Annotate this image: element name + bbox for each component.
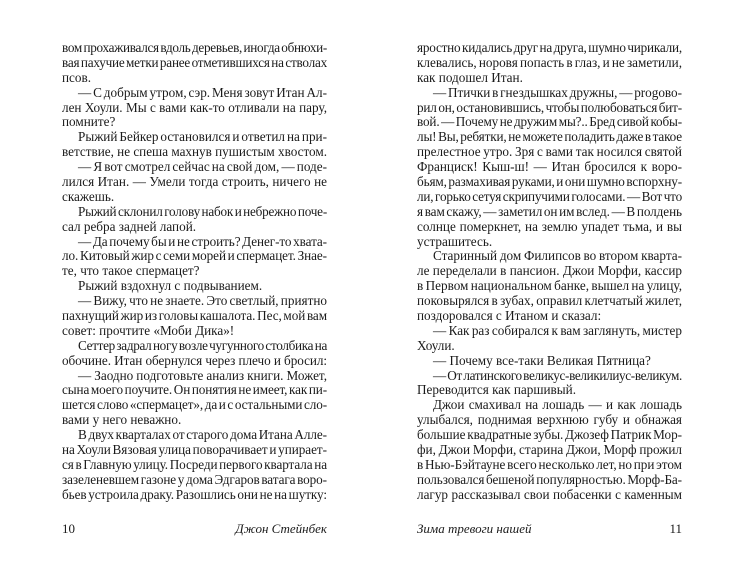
text-line: Переводится как паршивый. [417, 382, 577, 398]
paragraph [62, 41, 327, 86]
text-line: — Почему все-таки Великая Пятница? [433, 352, 651, 368]
text-line: на Хоули Вязовая улица поворачивает и упирает- [62, 442, 327, 458]
text-line: в Нью-Бэйтауне всего несколько лет, но при этом [417, 456, 682, 472]
text-line: прелестное утро. Зря с вами так носился святой [417, 144, 682, 160]
text-line: лы! Вы, ребятки, не можете поладить даже в такое [417, 129, 682, 145]
text-line: — Я вот смотрел сейчас на свой дом, — поде- [78, 159, 327, 175]
text-line: Рыжий вздохнул с подвыванием. [78, 278, 263, 294]
paragraph [62, 428, 327, 502]
paragraph [62, 369, 327, 429]
text-line: лен Хоули. Мы с вами как-то отливали на пару, [62, 99, 327, 115]
text-line: вой. — Почему не дружим мы?.. Бред сивой кобы- [417, 114, 682, 130]
text-line: я вам скажу, — заметил он им вслед. — В полдень [417, 203, 682, 219]
paragraph [62, 235, 327, 280]
text-line: в Первом национальном банке, вышел на улицу, [417, 278, 682, 294]
text-line: ле переделали в пансион. Джои Морфи, кассир [417, 263, 682, 279]
text-line: сына моего поучите. Он понятия не имеет, как пи- [62, 382, 327, 398]
right-page-footer [417, 521, 682, 537]
text-line: Старинный дом Филипсов во втором кварта- [433, 248, 682, 264]
text-line: бьям, размахивая руками, и они шумно вспорхну- [417, 174, 682, 190]
paragraph [62, 130, 327, 160]
text-line: Франциск! Кыш-ш! — Итан бросился к воро- [417, 159, 682, 175]
text-line: солнце померкнет, на землю упадет тьма, и вы [417, 218, 682, 234]
text-line: В двух кварталах от старого дома Итана Алле- [78, 427, 327, 443]
paragraph [62, 279, 327, 294]
text-line: улыбался, поднимая верхнюю губу и обнажая [417, 412, 682, 428]
running-head-title: Зима тревоги нашей [417, 521, 532, 536]
text-line: вая пахучие метки ранее отметившихся на стволах [62, 54, 327, 70]
paragraph [62, 86, 327, 131]
text-line: ли, горько сетуя скрипучими голосами. — Вот что [417, 188, 682, 204]
text-line: пахнущий жир из головы кашалота. Пес, мой вам [62, 308, 327, 324]
text-line: Рыжий склонил голову набок и небрежно поче- [78, 203, 327, 219]
text-line: рил он, остановившись, чтобы полюбоваться бит- [417, 99, 682, 115]
right-page-text [417, 41, 682, 503]
text-line: Сеттер задрал ногу возле чугунного столбика на [78, 337, 327, 353]
paragraph [417, 41, 682, 86]
paragraph [417, 324, 682, 354]
text-line: помните? [62, 114, 116, 130]
text-line: как подошел Итан. [417, 69, 523, 85]
text-line: псов. [62, 69, 92, 85]
paragraph [62, 294, 327, 339]
text-line: обочине. Итан обернулся через плечо и бросил: [62, 352, 327, 368]
paragraph [417, 369, 682, 399]
text-line: яростно кидались друг на друга, шумно чирикали, [417, 40, 682, 55]
text-line: — Как раз собирался к вам заглянуть, мистер [433, 322, 682, 338]
text-line: — Вижу, что не знаете. Это светлый, приятно [78, 293, 327, 309]
page-number: 11 [669, 521, 682, 536]
text-line: — Заодно подготовьте анализ книги. Может, [78, 367, 327, 383]
text-line: ся в Главную улицу. Посреди первого квартала на [62, 456, 327, 472]
text-line: вами у него неважно. [62, 412, 182, 428]
text-line: зазеленевшем газоне у дома Эдгаров ватага воро- [62, 471, 327, 487]
text-line: вом прохаживался вдоль деревьев, иногда обнюхи- [62, 40, 327, 55]
text-line: сал ребра задней лапой. [62, 218, 197, 234]
text-line: большие квадратные зубы. Джозеф Патрик Мор- [417, 427, 682, 443]
text-line: устрашитесь. [417, 233, 493, 249]
text-line: скажешь. [62, 188, 115, 204]
text-line: — От латинского великус-великилиус-великум. [433, 367, 682, 383]
text-line: — С добрым утром, сэр. Меня зовут Итан Ал- [78, 84, 327, 100]
text-line: Хоули. [417, 337, 455, 353]
text-line: шется слово «спермацет», да и с остальными сло- [62, 397, 327, 413]
text-line: поздоровался с Итаном и сказал: [417, 308, 602, 324]
text-line: клевались, норовя попасть в глаз, и не заметили, [417, 54, 682, 70]
paragraph [417, 249, 682, 323]
text-line: — Птички в гнездышках дружны, — progово- [433, 84, 682, 100]
paragraph [62, 339, 327, 369]
running-head-author: Джон Стейнбек [235, 521, 327, 536]
paragraph [417, 398, 682, 502]
text-line: лился Итан. — Умели тогда строить, ничего не [62, 174, 327, 190]
text-line: — Да почему бы и не строить? Денег-то хвата- [78, 233, 327, 249]
text-line: Джои смахивал на лошадь — и как лошадь [433, 397, 682, 413]
text-line: ветствие, не спеша махнув пушистым хвостом. [62, 144, 327, 160]
paragraph [417, 354, 682, 369]
paragraph [417, 86, 682, 250]
text-line: совет: прочтите «Моби Дика»! [62, 322, 235, 338]
paragraph [62, 160, 327, 205]
text-line: лагур рассказывал свои побасенки с каменным [417, 486, 682, 502]
text-line: бьев устроила драку. Разошлись они не на шутку: [62, 486, 327, 502]
paragraph [62, 205, 327, 235]
text-line: Рыжий Бейкер остановился и ответил на при- [78, 129, 327, 145]
text-line: ло. Китовый жир с семи морей и спермацет. Знае- [62, 248, 327, 264]
text-line: фи, Джои Морфи, старина Джои, Морф прожил [417, 442, 682, 458]
left-page-footer [62, 521, 327, 537]
text-line: те, что такое спермацет? [62, 263, 200, 279]
text-line: поковырялся в зубах, оправил клетчатый жилет, [417, 293, 682, 309]
text-line: пользовался бешеной популярностью. Морф-Ба- [417, 471, 682, 487]
page-number: 10 [62, 521, 75, 536]
left-page-text [62, 41, 327, 503]
